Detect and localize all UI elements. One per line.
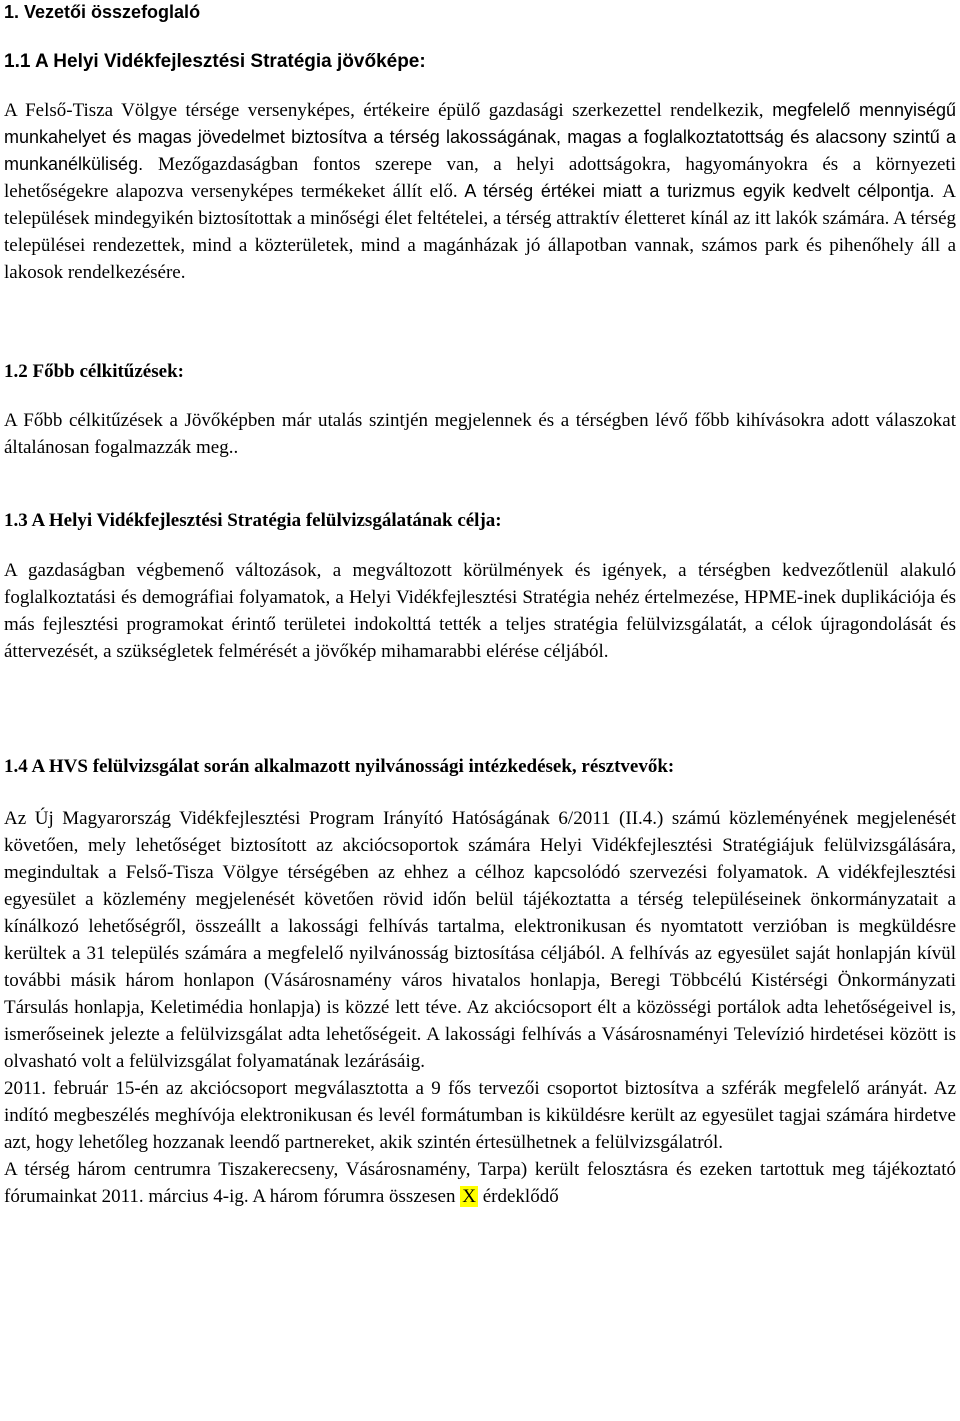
section-1-1-text-b: megfelelő mennyiségű munkahelyet és magas jövedelmet biztosítva a térség lakosságának, magas a foglalkoztatottság és alacsony szintű a munkanélküliség.	[4, 100, 956, 174]
section-1-4-p2-b: Az indító megbeszélés meghívója elektronikusan és levél formátumban is kiküldésre került az egyesület tagjai számára hirdetve azt, hogy lehetőleg hozzanak leendő partnereket, akik szintén értesülhetnek a felülvizsgálatról.	[4, 1078, 956, 1153]
section-1-4-paragraph-3	[4, 1156, 956, 1210]
section-1-4-p3-a: A térség három centrumra Tiszakerecseny, Vásárosnamény, Tarpa) került felosztásra és ezeken tartottuk meg tájékoztató fórumainkat 2011. március 4-ig. A három fórumra összesen	[4, 1159, 956, 1207]
section-1-4-p1-b: A vidékfejlesztési egyesület a közlemény megjelenését követően rövid időn belül tájékoztatta a térség településeinek önkormányzatait a kínálkozó lehetőségről, összeállt a lakossági felhívás tartalma, elektronikusan és nyomtatott verzióban is megküldésre kerültek a 31 település számára a megfelelő nyilvánosság biztosítása céljából.	[4, 862, 956, 964]
section-1-4-title: 1.4 A HVS felülvizsgálat során alkalmazott nyilvánossági intézkedések, résztvevők:	[4, 756, 675, 777]
section-1-4-p1-d: Az akciócsoport élt a közösségi portálok adta lehetőségeivel is, ismerőseinek jelezte a felülvizsgálat adta lehetőségeit.	[4, 997, 957, 1045]
main-heading: 1. Vezetői összefoglaló	[4, 2, 201, 22]
section-1-1-text	[4, 97, 956, 286]
section-1-1-text-c: Mezőgazdaságban fontos szerepe van, a helyi adottságokra, hagyományokra és a környezeti lehetőségekre alapozva versenyképes termékeket állít elő.	[4, 154, 956, 202]
section-1-4-p2-a: 2011. február 15-én az akciócsoport megválasztotta a 9 fős tervezői csoportot biztosítva a szférák megfelelő arányát.	[4, 1078, 928, 1099]
section-1-1-title: 1.1 A Helyi Vidékfejlesztési Stratégia jövőképe:	[4, 51, 426, 72]
section-1-1-text-a: A Felső-Tisza Völgye térsége versenyképes, értékeire épülő gazdasági szerkezettel rendelkezik,	[4, 100, 764, 121]
highlighted-placeholder: X	[462, 1186, 476, 1207]
section-1-4-p1-e: A lakossági felhívás a Vásárosnaményi Televízió hirdetései között is olvasható volt a felülvizsgálat folyamatának lezárásáig.	[4, 1024, 957, 1072]
section-1-4-p1-c: A felhívás az egyesület saját honlapján kívül további másik három honlapon (Vásárosnamény város hivatalos honlapja, Beregi Többcélú Kistérségi Önkormányzati Társulás honlapja, Keletimédia honlapja) is közzé lett téve.	[4, 943, 956, 1018]
section-1-1-text-d: A térség értékei miatt a turizmus egyik kedvelt célpontja.	[464, 181, 935, 201]
section-1-3-title: 1.3 A Helyi Vidékfejlesztési Stratégia felülvizsgálatának célja:	[4, 510, 502, 531]
section-1-4-p3-b: érdeklődő	[482, 1186, 559, 1207]
section-1-3-text: A gazdaságban végbemenő változások, a megváltozott körülmények és igények, a térségben kedvezőtlenül alakuló foglalkoztatási és demográfiai folyamatok, a Helyi Vidékfejlesztési Stratégia nehéz értelmezése, HPME-inek duplikációja és más fejlesztési programokat érintő területei indokolttá tették a teljes stratégia felülvizsgálatát, a célok újragondolását és áttervezését, a szükségletek felmérését a jövőkép mihamarabbi elérése céljából.	[4, 560, 956, 662]
section-1-4-paragraph-1	[4, 805, 956, 1075]
section-1-4-paragraph-2	[4, 1075, 956, 1156]
document-page	[4, 0, 956, 1210]
section-1-2-text: A Főbb célkitűzések a Jövőképben már utalás szintjén megjelennek és a térségben lévő főbb kihívásokra adott válaszokat általánosan fogalmazzák meg..	[4, 410, 956, 458]
section-1-2-title: 1.2 Főbb célkitűzések:	[4, 361, 184, 382]
section-1-4-p1-a: Az Új Magyarország Vidékfejlesztési Program Irányító Hatóságának 6/2011 (II.4.) számú közleményének megjelenését követően, mely lehetőséget biztosított az akciócsoportok számára Helyi Vidékfejlesztési Stratégiájuk felülvizsgálására, megindultak a Felső-Tisza Völgye térségében az ehhez a célhoz kapcsolódó szervezési folyamatok.	[4, 808, 956, 883]
section-1-1-text-e: A települések mindegyikén biztosítottak a minőségi élet feltételei, a térség attraktív életteret kínál az itt lakók számára. A térség települései rendezettek, mind a közterületek, mind a magánházak jó állapotban vannak, számos park és pihenőhely áll a lakosok rendelkezésére.	[4, 181, 956, 283]
